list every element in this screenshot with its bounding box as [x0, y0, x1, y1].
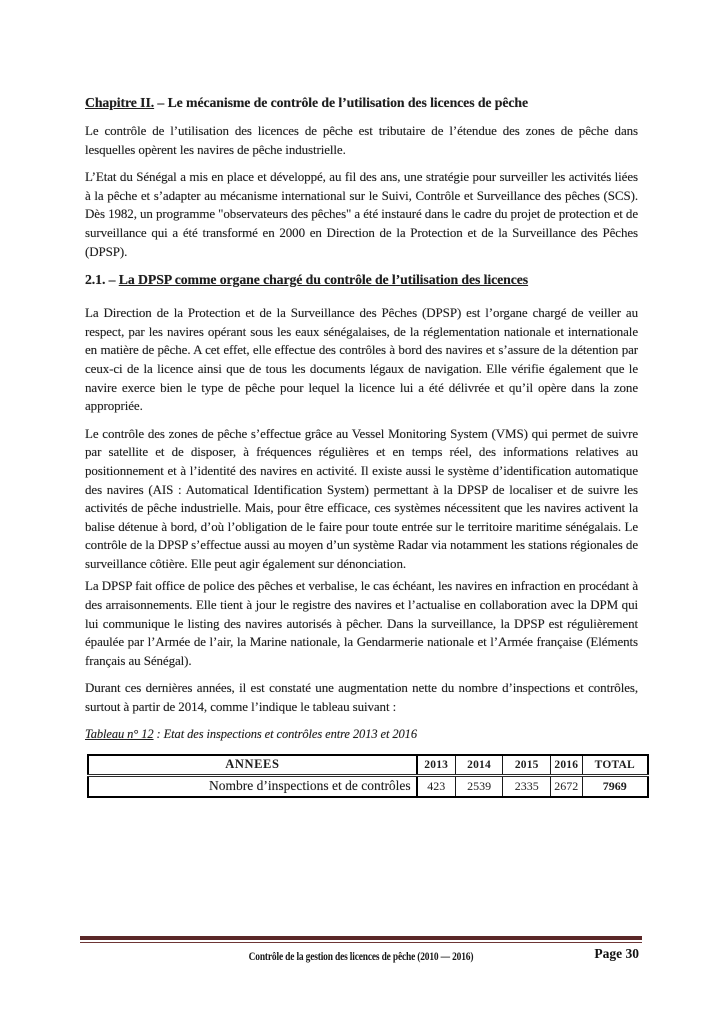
- table-caption-label: Tableau n° 12: [85, 726, 154, 741]
- table-value-2014: 2539: [455, 776, 503, 797]
- paragraph-intro-2: L’Etat du Sénégal a mis en place et développé, au fil des ans, une stratégie pour surveiller les activités liées à la pêche et s’adapter au mécanisme international sur le Suivi, Contrôle et Surveillance des pêches (SCS). Dès 1982, un programme "observateurs des pêches" a été instauré dans le cadre du projet de protection et de surveillance qui a été transformé en 2000 en Direction de la Protection et de la Surveillance des Pêches (DPSP).: [85, 169, 638, 259]
- table-value-total: 7969: [582, 776, 648, 797]
- table-row-label: Nombre d’inspections et de contrôles: [88, 776, 417, 797]
- table-header-total: TOTAL: [582, 755, 648, 776]
- paragraph-vms: Le contrôle des zones de pêche s’effectue grâce au Vessel Monitoring System (VMS) qui permet de suivre par satellite et de disposer, à fréquences régulières et en temps réel, des informations relatives au positionnement et à l’identité des navires en activité. Il existe aussi le système d’identification automatique des navires (AIS : Automatical Identification System) permettant à la DPSP de localiser et de suivre les activités de pêche industrielle. Mais, pour être efficace, ces systèmes nécessitent que les navires activent la balise détenue à bord, d’où l’obligation de le faire pour toute entrée sur le territoire maritime sénégalais. Le contrôle de la DPSP s’effectue aussi au moyen d’un système Radar via notamment les stations régionales de surveillance côtière. Elle peut agir également sur dénonciation.: [85, 425, 638, 571]
- document-content: [85, 93, 638, 798]
- footer-title-wrap: [80, 947, 642, 965]
- table-value-2013: 423: [417, 776, 456, 797]
- footer-rule: [80, 936, 642, 943]
- section-heading: [85, 270, 638, 290]
- section-title: La DPSP comme organe chargé du contrôle de l’utilisation des licences: [118, 272, 529, 288]
- table-header-2014: 2014: [455, 755, 503, 776]
- footer-title: Contrôle de la gestion des licences de pêche (2010 — 2016): [248, 951, 474, 963]
- chapter-heading: [85, 93, 638, 113]
- table-value-2015: 2335: [503, 776, 551, 797]
- paragraph-police: La DPSP fait office de police des pêches et verbalise, le cas échéant, les navires en infraction en procédant à des arraisonnements. Elle tient à jour le registre des navires et l’actualise en collaboration avec la DPM qui lui communique le listing des navires autorisés à pêcher. Dans la surveillance, la DPSP est régulièrement épaulée par l’Armée de l’air, la Marine nationale, la Gendarmerie nationale et l’Armée française (Eléments français au Sénégal).: [85, 578, 638, 668]
- table-caption-text: : Etat des inspections et contrôles entre 2013 et 2016: [153, 726, 417, 741]
- inspections-table: [87, 754, 649, 798]
- footer-row: [80, 947, 642, 963]
- paragraph-dpsp-role: La Direction de la Protection et de la Surveillance des Pêches (DPSP) est l’organe chargé de veiller au respect, par les navires opérant sous les eaux sénégalaises, de la réglementation nationale et internationale en matière de pêche. A cet effet, elle effectue des contrôles à bord des navires et s’assure de la détention par ceux-ci de la licence ainsi que de tous les documents légaux de navigation. Elle vérifie également que le navire exerce bien le type de pêche pour lequel la licence lui a été délivrée et qu’il opère dans la zone appropriée.: [85, 305, 638, 414]
- section-number: 2.1. –: [85, 272, 119, 288]
- table-header-annees: ANNEES: [88, 755, 417, 776]
- table-value-2016: 2672: [551, 776, 582, 797]
- table-header-row: [88, 755, 648, 776]
- table-row: [88, 776, 648, 797]
- paragraph-augmentation: Durant ces dernières années, il est constaté une augmentation nette du nombre d’inspections et contrôles, surtout à partir de 2014, comme l’indique le tableau suivant :: [85, 680, 638, 715]
- table-header-2016: 2016: [551, 755, 582, 776]
- chapter-title: – Le mécanisme de contrôle de l’utilisation des licences de pêche: [154, 95, 528, 110]
- table-header-2015: 2015: [503, 755, 551, 776]
- paragraph-intro-1: Le contrôle de l’utilisation des licences de pêche est tributaire de l’étendue des zones de pêche dans lesquelles opèrent les navires de pêche industrielle.: [85, 123, 638, 157]
- table-caption: [85, 726, 638, 743]
- table-header-2013: 2013: [417, 755, 456, 776]
- footer-page-number: Page 30: [594, 946, 639, 961]
- page-footer: [80, 936, 642, 963]
- chapter-number: Chapitre II.: [85, 95, 155, 110]
